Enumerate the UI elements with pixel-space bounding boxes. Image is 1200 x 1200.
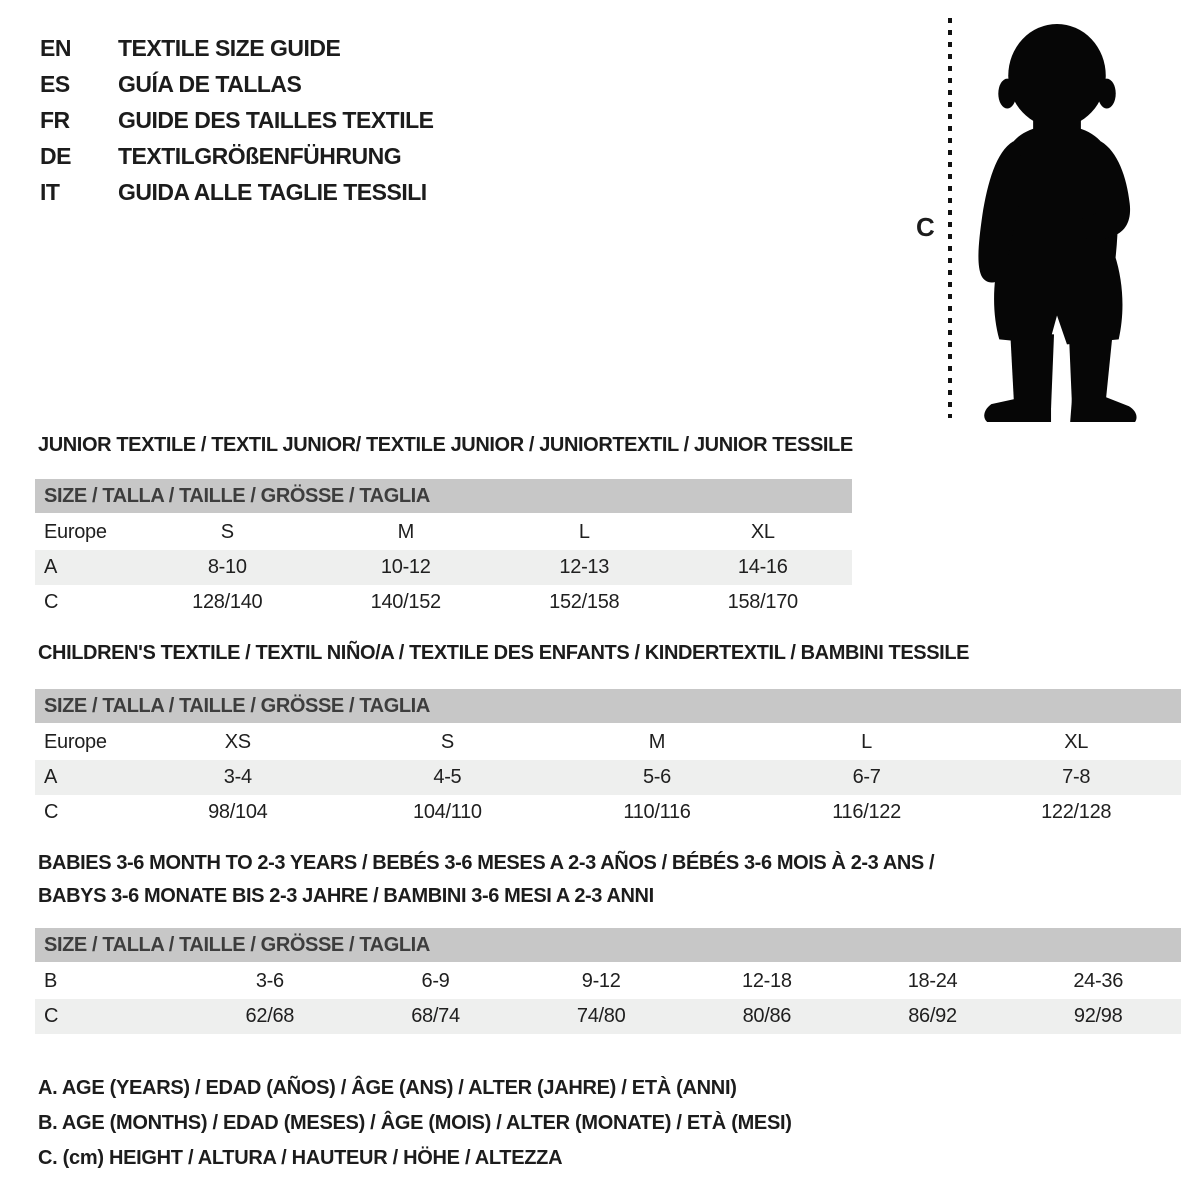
size-cell: S	[440, 731, 454, 753]
table-row-height	[35, 999, 1181, 1034]
lang-title: TEXTILGRÖßENFÜHRUNG	[118, 142, 402, 169]
age-cell: 4-5	[433, 766, 462, 788]
height-cell: 116/122	[832, 801, 901, 823]
table-row-age-months	[35, 964, 1181, 999]
measure-legend	[38, 1071, 792, 1176]
lang-row-de	[40, 138, 434, 174]
lang-code: DE	[40, 142, 71, 169]
height-cell: 86/92	[908, 1005, 957, 1027]
size-cell: XL	[750, 521, 775, 543]
table-row-height	[35, 585, 852, 620]
lang-code: FR	[40, 106, 70, 133]
lang-title: GUIDA ALLE TAGLIE TESSILI	[118, 178, 427, 205]
age-cell: 5-6	[642, 766, 671, 788]
lang-code: ES	[40, 70, 70, 97]
row-label: A	[44, 766, 58, 788]
babies-heading-line-1: BABIES 3-6 MONTH TO 2-3 YEARS / BEBÉS 3-6 MESES A 2-3 AÑOS / BÉBÉS 3-6 MOIS À 2-3 ANS /	[38, 852, 935, 874]
age-cell: 6-9	[421, 970, 450, 992]
age-cell: 3-4	[223, 766, 252, 788]
height-cell: 122/128	[1041, 801, 1112, 823]
height-cell: 158/170	[727, 591, 798, 613]
table-row-age	[35, 760, 1181, 795]
row-label: B	[44, 970, 58, 992]
lang-row-es	[40, 66, 434, 102]
size-cell: L	[861, 731, 872, 753]
height-cell: 68/74	[411, 1005, 460, 1027]
row-label: C	[44, 591, 59, 613]
age-cell: 14-16	[737, 556, 788, 578]
size-cell: M	[397, 521, 414, 543]
height-cell: 128/140	[192, 591, 263, 613]
age-cell: 10-12	[380, 556, 431, 578]
lang-title: GUÍA DE TALLAS	[118, 70, 302, 97]
babies-section-heading	[38, 847, 934, 913]
lang-title: TEXTILE SIZE GUIDE	[118, 34, 341, 61]
size-cell: XL	[1064, 731, 1089, 753]
lang-row-en	[40, 30, 434, 66]
age-cell: 7-8	[1062, 766, 1091, 788]
size-cell: L	[578, 521, 590, 543]
age-cell: 12-13	[559, 556, 610, 578]
table-row-height	[35, 795, 1181, 830]
lang-title: GUIDE DES TAILLES TEXTILE	[118, 106, 434, 133]
age-cell: 24-36	[1073, 970, 1124, 992]
row-label: C	[44, 1005, 59, 1027]
lang-row-it	[40, 174, 434, 210]
row-label: C	[44, 801, 59, 823]
table-row-europe	[35, 515, 852, 550]
height-cell: 110/116	[623, 801, 691, 823]
height-cell: 92/98	[1073, 1005, 1123, 1027]
children-section-heading: CHILDREN'S TEXTILE / TEXTIL NIÑO/A / TEXTILE DES ENFANTS / KINDERTEXTIL / BAMBINI TESSILE	[38, 642, 970, 664]
legend-age-years: A. AGE (YEARS) / EDAD (AÑOS) / ÂGE (ANS) / ALTER (JAHRE) / ETÀ (ANNI)	[38, 1077, 737, 1099]
legend-age-months: B. AGE (MONTHS) / EDAD (MESES) / ÂGE (MOIS) / ALTER (MONATE) / ETÀ (MESI)	[38, 1112, 792, 1134]
size-cell: XS	[224, 731, 251, 753]
height-cell: 62/68	[245, 1005, 295, 1027]
age-cell: 8-10	[207, 556, 247, 578]
junior-size-table	[35, 479, 852, 620]
table-row-age	[35, 550, 852, 585]
junior-size-header-bar: SIZE / TALLA / TAILLE / GRÖSSE / TAGLIA	[35, 479, 852, 513]
age-cell: 3-6	[255, 970, 284, 992]
junior-section-heading: JUNIOR TEXTILE / TEXTIL JUNIOR/ TEXTILE JUNIOR / JUNIORTEXTIL / JUNIOR TESSILE	[38, 434, 853, 456]
babies-size-header-bar: SIZE / TALLA / TAILLE / GRÖSSE / TAGLIA	[35, 928, 1181, 962]
age-cell: 18-24	[907, 970, 958, 992]
size-cell: S	[220, 521, 234, 543]
height-cell: 74/80	[576, 1005, 626, 1027]
babies-size-table	[35, 928, 1181, 1034]
babies-heading-line-2: BABYS 3-6 MONATE BIS 2-3 JAHRE / BAMBINI 3-6 MESI A 2-3 ANNI	[38, 885, 654, 907]
row-label: A	[44, 556, 58, 578]
language-title-list	[40, 30, 434, 210]
height-cell: 98/104	[208, 801, 268, 823]
size-cell: M	[648, 731, 666, 753]
height-measure-label: C	[916, 212, 935, 242]
age-cell: 9-12	[581, 970, 621, 992]
children-size-table	[35, 689, 1181, 830]
table-row-europe	[35, 725, 1181, 760]
children-size-header-bar: SIZE / TALLA / TAILLE / GRÖSSE / TAGLIA	[35, 689, 1181, 723]
toddler-silhouette-icon	[966, 14, 1152, 422]
height-cell: 152/158	[549, 591, 620, 613]
legend-height-cm: C. (cm) HEIGHT / ALTURA / HAUTEUR / HÖHE / ALTEZZA	[38, 1147, 563, 1169]
lang-code: EN	[40, 34, 71, 61]
height-cell: 104/110	[413, 801, 482, 823]
lang-code: IT	[40, 178, 60, 205]
age-cell: 6-7	[852, 766, 881, 788]
row-label: Europe	[44, 521, 107, 543]
row-label: Europe	[44, 731, 107, 753]
height-cell: 80/86	[742, 1005, 792, 1027]
lang-row-fr	[40, 102, 434, 138]
age-cell: 12-18	[742, 970, 792, 992]
height-measure-line	[946, 18, 954, 418]
height-cell: 140/152	[370, 591, 441, 613]
